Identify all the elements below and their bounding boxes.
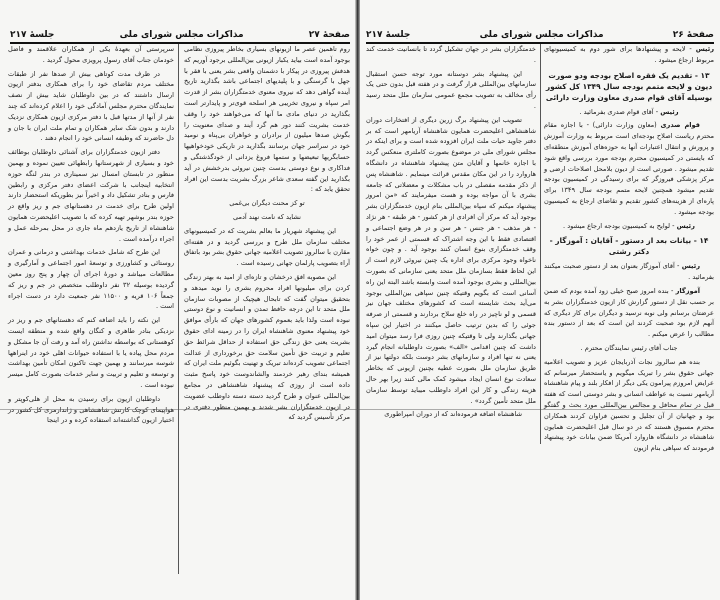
running-head-left (10, 26, 350, 44)
column-divider (178, 44, 179, 574)
speech-text: - آقای آموزگار بعنوان بعد از دستور صحبت میکنند بفرمائید . (544, 262, 714, 282)
speaker-name: رئیس (660, 107, 679, 116)
speech-text: (معاون وزارت دارائی) - با اجازه مقام محترم ریاست اصلاح بودجه‌ای است مربوط به وزارت آموزش و پرورش و انتقال اعتبارات آنها به حوزه‌های آموزش منطقه‌ای که بایستی در کمیسیون محترم بودجه مورد بررسی واقع شود تقدیم میشود . صورتی است از دیون بلامحل اصلاحات ارضی و مرکز پزشکی فیروزگر که برای رسیدگی در کمیسیون بودجه تقدیم میشود همچنین لایحه متمم بودجه سال ۱۳۴۹ برای پاره‌ای از هزینه‌های کشور تقدیم و تقاضای ارجاع به کمیسیون بودجه میشود . (544, 121, 714, 216)
right-page-column-left (366, 44, 536, 423)
salutation: جناب آقای رئیس نمایندگان محترم . (580, 343, 678, 352)
poem-verse-1: تو کز محنت دیگران بی‌غمی (229, 199, 305, 208)
paragraph: روم تاهمین عصر ما ازیونهای بسیاری بخاطر پیروزی نظامی بوجود آمده است بیاید یکبار ازیونی بین‌المللی برجود آوریم که هدفش پیروزی در پیکار با دشمنان واقعی بشر یعنی با فقر با جهل با گرسنگی و با پلیدیهای اجتماعی باشد بگذارید تاریخ آینده گواهی دهد که نیروی معنوی خدمتگزاران بشر از قدرت امر سپاه و نیروی تخریبی هر اسلحه قوی‌تر و پایدارتر است بگذارید در دنیای مادی ما آنها که می‌خواهند خود را وقف خدمت بشریت کنند دور هم گرد آیند و صدای معنویت را بگوش صدها میلیون از برادران و خواهران بی‌پناه و نومید خود در سراسر جهان برسانند بگذارید در تاریکی خودخواهیها حسابگریها تبعیضها و ستمها فروغ یزدانی از خودگذشتگی و فداکاری و نوع دوستی بدست چنین نیروئی بدرخشش در آید بگذارید این گفته سعدی شاعر بزرگ بشریت بدست این افراد تحقق یابد که : (184, 45, 350, 194)
speech-text: - لوایح به کمیسیون بودجه ارجاع میشود . (563, 221, 677, 230)
left-page-column-right (184, 44, 350, 426)
poem-verse-2: نشاید که نامت نهند آدمی (232, 212, 302, 221)
publication-title: مذاکرات مجلس شورای ملی (479, 30, 604, 40)
page-27 (0, 0, 357, 600)
speaker-name: آموزگار (675, 286, 700, 295)
paragraph: سرپرستی آن بعهدهٔ یکی از همکاران علاقمند و فاضل خودمان جناب آقای رسول پرویزی محول گردید . (8, 45, 174, 64)
paragraph: شاهنشاه اضافه فرموده‌اند که از دوران امپراطوری (384, 410, 522, 419)
speaker-name: رئیس (681, 262, 700, 271)
speaker-name: قوام صدری (660, 121, 700, 130)
speaker-name: رئیس (676, 221, 695, 230)
right-page-column-right (544, 44, 714, 457)
speech-paragraph (544, 120, 714, 217)
running-head-right (366, 26, 714, 44)
speaker-name: رئیس (695, 45, 714, 53)
session-number: جلسهٔ ۲۱۷ (10, 30, 55, 40)
paragraph: دفتر ازیون خدمتگزاران برای آشنائی داوطلبان بوظائف خود و بسیاری از شهرستانها رابطهائی تعیین نموده و بهمین منظور در تابستان امسال نیز سمیناری در بندر لنگه حوزه انتخابیه اینجانب با شرکت اعضای دفتر مرکزی و رابطین فارس و بنادر تشکیل داد و اخیراً نیز بطوریکه استحضار دارند اولین طرح برای خدمت در دهستانهای جم و ریز واقع در حوزه بندر بوشهر تهیه کرده که با تصویب اعلیحضرت همایون شاهنشاه از تاریخ یازدهم ماه جاری در محل بمرحله عمل و اجراء درآمده است . (8, 148, 174, 243)
publication-title: مذاکرات مجلس شورای ملی (119, 30, 244, 40)
paragraph: این نکته را باید اضافه کنم که دهستانهای جم و ریز در نزدیکی بنادر طاهری و کنگان واقع شده و منطقه ایست کوهستانی که بواسطه نداشتن راه آمد و رفت آن جا مشکل و مردم محل پیاده یا با استفاده حیوانات اهلی خود در اینراهها شوسه میرسانند و بهمین جهت تاکنون امکان تأمین بهداشت و توسعه و تعلیم و تربیت و سایر خدمات بصورت کامل میسر نبوده است . (8, 316, 174, 389)
paragraph: این مصوبه افق درخشان و تازه‌ای از امید به بهتر زندگی کردن برای میلیونها افراد محروم بشری را نوید میدهد و بتحقیق میتوان گفت که تابحال هیچیک از مصوبات سازمان ملل متحد تا این درجه حافظ تمدن و انسانیت و نوع دوستی نبوده است ولذا باید بعموم کشورهای جهان که بارأی موافق خود پیشنهاد معنوی شاهنشاه ایران را در زمینه ادای حقوق بشریت یعنی حق زندگی حق استفاده از حداقل شرائط حق تعلیم و تربیت حق تأمین سلامت حق برخورداری از عدالت اجتماعی تصویب کرده‌اند تبریک و تهنیت بگوئیم ملت ایران که همیشه بندای رهبر خردمند والشاندوست خود پاسخ مثبت داده است از روزی که پیشنهاد شاهنشاهی در مجامع بین‌المللی عنوان و طرح گردید دسته دسته داوطلب عضویت در ازیون خدمتگزاران بشر شدند و بهمین منظور دفتری در مرکز تأسیس گردید که (184, 272, 350, 422)
session-number: جلسهٔ ۲۱۷ (366, 30, 411, 40)
paragraph: این پیشنهاد بشر دوستانه مورد توجه حسن استقبال سازمانهای بین‌المللی قرار گرفت و در هفته قبل بدون حتی یک رأی مخالف به تصویب مجمع عمومی سازمان ملل متحد رسید . (366, 69, 536, 110)
page-26 (360, 0, 720, 600)
speech-text: - لایحه و پیشنهادها برای شور دوم به کمیسیونهای مربوط ارجاع میشود . (544, 45, 714, 64)
column-divider (540, 44, 541, 444)
speech-text: - آقای قوام صدری بفرمائید . (579, 107, 661, 116)
paragraph: خدمتگزاران بشر در جهان تشکیل گردد تا بانسانیت خدمت کند . (366, 45, 536, 64)
agenda-item-14-heading: ۱۴ - بیانات بعد از دستور - آقایان : آموزگار - دکتر رشتی (549, 236, 709, 257)
paragraph: در ظرف مدت کوتاهی بیش از صدها نفر از طبقات مختلف مردم تقاضای خود را برای همکاری بدفتر ازیون ارسال داشتند که در بین داوطلبان شاید بیش از نصف نمایندگان محترم مجلس آمادگی خود را اعلام کرده‌اند که چند نفر از آنها از مدتها قبل با دفتر مرکزی ازیون همکاری نزدیک دارند و بدون شک سایر همکاران و تمام ملت ایران با جان و دل حاضرند که وظیفه انسانی خود را انجام دهند . (8, 69, 174, 143)
page-number: صفحهٔ ۲۶ (672, 30, 714, 40)
speech-paragraph (544, 221, 714, 232)
speech-paragraph (544, 261, 714, 283)
speech-text: - بنده امروز صبح خیلی زود آمده بودم که ضمن بر حسب نقل از دستور گزارش کار ازیون خدمتگزاران بشر به عرضتان برسانم ولی نوبه نرسید و دیگران برای کار دیگری که آنهم لازم بود صحبت کردند این است که بعد از دستور بنده مطالب را عرض میکنم . (544, 286, 714, 339)
speech-paragraph (544, 44, 714, 66)
agenda-item-13-heading: ۱۳ - تقدیم یک فقره اصلاح بودجه ودو صورت دیون و لایحه متمم بودجه سال ۱۳۴۹ کل کشور بوسیله آقای قوام صدری معاون وزارت دارائی (545, 70, 713, 102)
page-number: صفحهٔ ۲۷ (308, 30, 350, 40)
paragraph: این پیشنهاد شهریار ما بعالم بشریت که در کمیسیونهای مختلف سازمان ملل طرح و بررسی گردید و در هفته‌ای مقارن با سالروز تصویب اعلامیه جهانی حقوق بشر بود باتفاق آراء بتصویب پارلمان جهانی رسیده است . (184, 226, 350, 268)
left-page-column-left (8, 44, 174, 429)
paragraph: بنده هم سالروز نجات آذربایجان عزیز و تصویب اعلامیه جهانی حقوق بشر را تبریک میگویم و یاستحضار میرسانم که عرایض امروزم پیرامون یکی دیگر از افکار بلند و پیام شاهنشاه آریامهر نسبت به عواطف انسانی و بشر دوستی است که هفته قبل در تمام محافل و مجالس بین‌المللی مورد بحث و گفتگو بود و جهانیان از آن تجلیل و تحسین فراوان کردند همکاران محترم مسبوق هستند که در دو سال قبل اعلیحضرت همایون شاهنشاه در دانشگاه هاروارد آمریکا ضمن بیانات خود پیشنهاد فرمودند که سپاهی بنام ازیون (544, 357, 714, 453)
scan-artifact-line (0, 409, 720, 410)
paragraph: داوطلبان ازیون برای رسیدن به محل از هلی‌کوپتر و هواپیمای کوچک کارتش شاهنشاهی و ژاندارمری کل کشور در اختیار ازیون گذاشته‌اند استفاده کرده و در اینجا (8, 394, 174, 425)
paragraph: این طرح که شامل خدمات بهداشتی و درمانی و عمران روستائی و کشاورزی و توسعهٔ امور اجتماعی و آمارگیری و مطالعات میباشد و دورهٔ اجرای آن چهار و پنج روز معین گردیده بوسیله ۳۲ نفر داوطلب متخصص در جم و ریز که جمعاً ۱۰۶ قریه و ۱۱۵۰۰ نفر جمعیت دارد در دست اجراء است . (8, 248, 175, 311)
paragraph: تصویب این پیشنهاد برگ زرین دیگری از افتخارات دوران شاهنشاهی اعلیحضرت همایون شاهنشاه آریامهر است که بر دفتر جاوید حیات ملت ایران افزوده شده است و برای اینکه در مجلس شورای ملی در موضوع بصورت کاملتری منعکس گردد با اجازه خانمها و آقایان متن پیشنهاد شاهنشاه در دانشگاه هاروارد را در این مکان مقدس قرائت مینمایم . شاهنشاه پس از ذکر مقدمه مفصلی در باب مشکلات و معضلاتی که جامعه بشری با آن مواجه بوده و هست میفرمایند که «من امروز پیشنهاد میکنم که سپاه بین‌المللی بنام ازیون خدمتگزاران بشر بوجود آید که مرکز آن افرادی از هر کشور - هر طبقه - هر نژاد - هر مذهب - هر جنس - هر سن و در هر وضع اجتماعی و اقتصادی فقط با این وجه اشتراک که قسمتی از عمر خود را وقف خدمتگزاری بنوع انسان کنند بوجود آید . و چون خواه ناخواه وجود مرکزی برای اداره یک چنین نیروئی لازم است از این لحاظ فقط بسازمان ملل متحد یعنی سازمانی که بصورت بین‌المللی و بشری بوجود آمده است وابسته باشد البته این راه آسانی است که بگویم وقتیکه چنین سپاهی بین‌المللی بوجود می‌آید بحث شایسته است که کشورهای مختلف جهان نیز قسمی و لو ناچیز در راه خلع سلاح بردارند و قسمتی از صرفه جوئی را که بدین ترتیب حاصل میکنند در اختیار این سپاه جهانی بگذارند ولی تا وقتیکه چنین روزی فرا رسد میتوان امید داشت که چنین اقدامی «الف» بصورت داوطلبانه انجام گیرد یعنی نه تنها افراد و سازمانهای بشر دوست بلکه دولتها نیز از طریق سازمان ملل بصورت عطیه بچنین ازیونی که بخاطر سعادت نوع انسان ایجاد میشود کمک مالی کنند زیرا بهر حال هزینه زندگی و کار این افراد داوطلب میباید توسط سازمان ملل متحد تأمین گردد» . (366, 115, 536, 405)
speech-paragraph (544, 107, 714, 118)
speech-paragraph (544, 286, 714, 340)
